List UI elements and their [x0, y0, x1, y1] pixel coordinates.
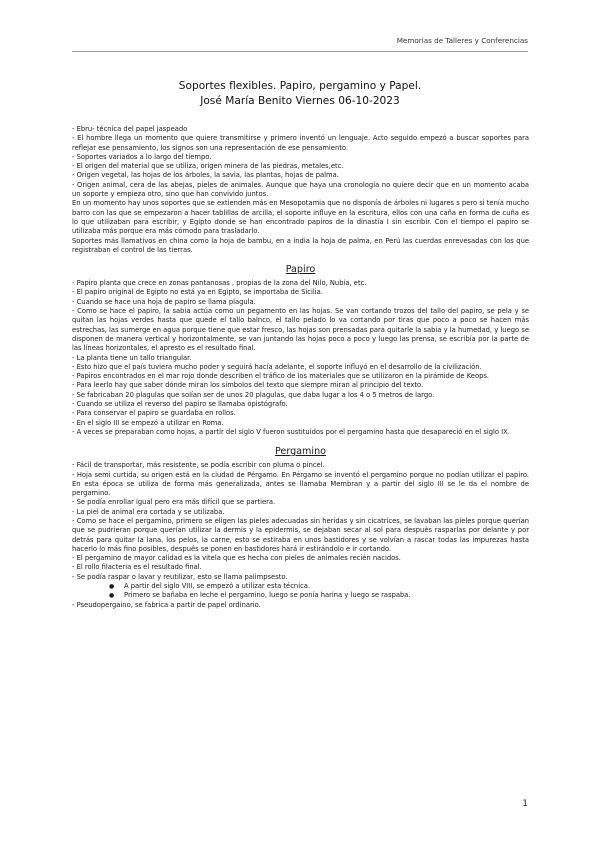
bullet-text: Primero se bañaba en leche el pergamino, luego se ponía harina y luego se raspaba.	[124, 591, 411, 600]
bullet-item	[72, 582, 529, 591]
intro-paragraph: Soportes más llamativos en china como la hoja de bambu, en a india la hoja de palma, en Perú las cuerdas enrevesadas con los que registraban el control de las tierras.	[72, 236, 529, 254]
section-heading-label: Pergamino	[274, 446, 327, 458]
section-heading-papiro	[72, 264, 529, 276]
bullet-dot-icon: ●	[109, 592, 115, 600]
papiro-item: - Papiros encontrados en el mar rojo donde describen el tráfico de los materiales que se utilizaron en la pirámide de Keops.	[72, 372, 490, 381]
bullet-item	[72, 591, 529, 600]
pergamino-item: - Como se hace el pergamino, primero se eligen las pieles adecuadas sin heridas y sin cicatrices, se lavaban las pieles porque querían que se pudrieran porque querían utilizar la dermis y la epidermis, se dejaban secar al sol para después rasparlas por delante y por detrás para quitar la lana, los pelos, la carne, esto se estiraba en unos bastidores y se volvían a rascar todas las impurezas hasta hacerlo lo más fino posibles, después se ponen en bastidores hará ir estirándolo e ir cortando.	[72, 516, 529, 553]
pergamino-item: - El pergamino de mayor calidad es la vitela que es hecha con pieles de animales recién nacidos.	[72, 554, 401, 563]
intro-paragraph: - Ebru- técnica del papel jaspeado	[72, 125, 188, 133]
title-line-2: José María Benito Viernes 06-10-2023	[200, 95, 400, 107]
papiro-item: - Para leerlo hay que saber dónde miran los símbolos del texto que siempre miran al principio del texto.	[72, 381, 424, 390]
papiro-item: - La planta tiene un tallo triangular.	[72, 353, 192, 362]
bullet-text: A partir del siglo VIII, se empezó a utilizar esta técnica.	[124, 582, 311, 591]
document-body	[72, 125, 529, 610]
papiro-item: - Para conservar el papiro se guardaba en rollos.	[72, 409, 236, 418]
intro-paragraph: - El hombre llega un momento que quiere transmitirse y primero inventó un lenguaje. Acto seguido empezó a buscar soportes para reflejar ese pensamiento, los signos son una representación de ese pensamiento.	[72, 134, 529, 152]
papiro-item: - Cuando se hace una hoja de papiro se llama plagula.	[72, 297, 256, 306]
page-number: 1	[522, 799, 528, 809]
pergamino-item: - La piel de animal era cortada y se utilizaba.	[72, 507, 225, 516]
running-header: Memorias de Talleres y Conferencias	[396, 36, 528, 45]
pergamino-item: - Pseudopergaino, se fabrica a partir de papel ordinario.	[72, 600, 261, 609]
papiro-item: - Como se hace el papiro, la sabia actúa como un pegamento en las hojas. Se van cortando trozos del tallo del papiro, se pela y se quitan las hojas verdes hasta que quede el tallo balnco, el tallo pelado lo va cortando por tiras que poco a poco se hacen más estrechas, las sumerge en agua porque tiene que estar fresco, las hojas son prensadas para quitarle la sabia y la humedad, y luego se disponen de manera vertical y horizontalmente, se van juntando las hojas poco a poco y luego las prensa, se escribía por la parte de las líneas horizontales, el apresto es el resultado final.	[72, 307, 529, 353]
intro-paragraph: En un momento hay unos soportes que se extienden más en Mesopotamia que no disponía de árboles ni lugares s pero si tenía mucho barro con las que se empezaron a hacer tablillas de arcilla, el soporte influye en la escritura, ellos con una caña en forma de cuña es lo que utilizaban para escribir, y Egipto donde se han encontrado papiros de la dinastía I sin escribir. Con el tiempo el papiro se utilizaba más porque era más cómodo para trasladarlo.	[72, 199, 529, 236]
pergamino-item: - Hoja semi curtida, su origen está en la ciudad de Pérgamo. En Pérgamo se inventó el pergamino porque no podían utilizar el papiro. En esta época se utiliza de forma más generalizada, antes se llamaba Membran y a partir del siglo III se le da el nombre de pergamino.	[72, 470, 529, 498]
intro-paragraph: - Origen animal, cera de las abejas, pieles de animales. Aunque que haya una cronología no quiere decir que en un momento acaba un soporte y empieza otro, sino que han convivido juntos.	[72, 180, 529, 199]
title-line-1: Soportes flexibles. Papiro, pergamino y Papel.	[178, 80, 422, 92]
bullet-dot-icon: ●	[109, 583, 115, 591]
section-heading-pergamino	[72, 446, 529, 458]
pergamino-item: - Fácil de transportar, más resistente, se podía escribir con pluma o pincel.	[72, 461, 325, 470]
papiro-item: - Se fabricaban 20 plagulas que solían ser de unos 20 plagulas, que daba lugar a los 4 o 5 metros de largo.	[72, 390, 435, 399]
intro-paragraph: - Soportes variados a lo largo del tiempo.	[72, 152, 212, 161]
intro-paragraph: - Origen vegetal, las hojas de los árboles, la savia, las plantas, hojas de palma.	[72, 171, 339, 180]
papiro-item: - A veces se preparaban como hojas, a partir del siglo V fueron sustituidos por el pergamino hasta que desapareció en el siglo IX.	[72, 427, 510, 436]
section-heading-label: Papiro	[285, 264, 316, 276]
pergamino-item: - Se podía raspar o lavar y reutilizar, esto se llama palimpsesto.	[72, 572, 288, 581]
papiro-item: - El papiro original de Egipto no está ya en Egipto, se importaba de Sicilia.	[72, 288, 323, 297]
document-title	[0, 79, 600, 109]
papiro-item: - En el siglo III se empezó a utilizar en Roma.	[72, 418, 224, 427]
intro-paragraph: - El origen del material que se utiliza, origen minera de las piedras, metales,etc.	[72, 162, 344, 171]
pergamino-item: - Se podía enrollar igual pero era más difícil que se partiera.	[72, 498, 276, 507]
papiro-item: - Cuando se utiliza el reverso del papiro se llamaba opistógrafo.	[72, 400, 288, 409]
pergamino-item: - El rollo filacteria es el resultado final.	[72, 563, 202, 572]
papiro-item: - Esto hizo que el país tuviera mucho poder y seguirá hacía adelante, el soporte influyó en el desarrollo de la civilización.	[72, 362, 482, 371]
papiro-item: - Papiro planta que crece en zonas pantanosas , propias de la zona del Nilo, Nubia, etc.	[72, 279, 367, 288]
header-divider	[72, 51, 528, 52]
